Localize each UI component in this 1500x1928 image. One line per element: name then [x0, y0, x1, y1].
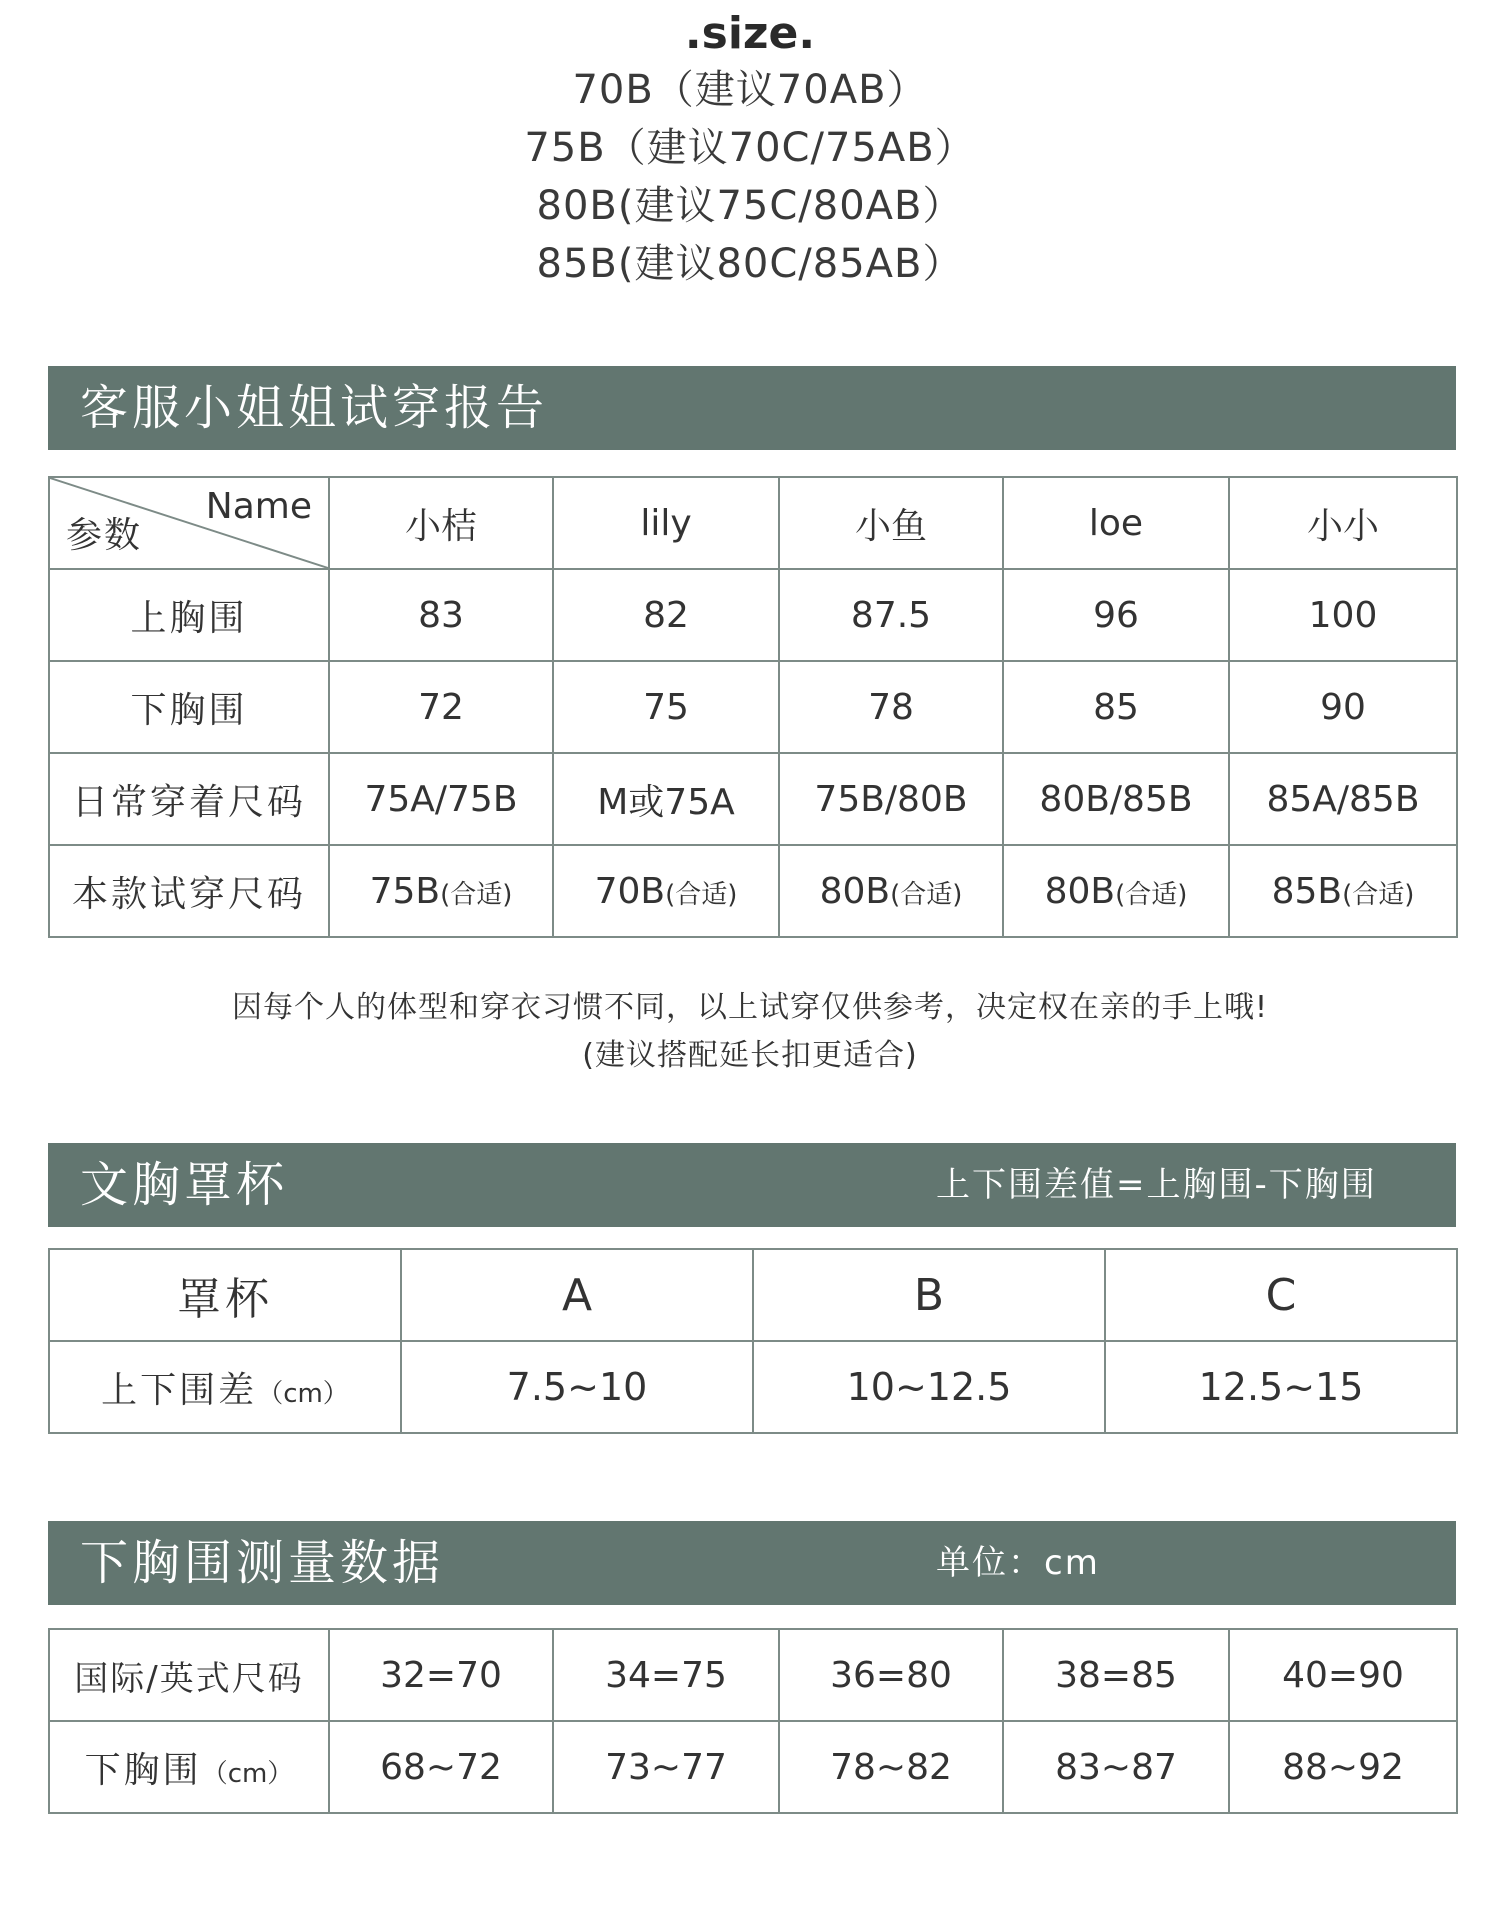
- fit-size: 80B: [819, 870, 891, 912]
- table-cell: 80B/85B: [1003, 753, 1229, 845]
- size-line-2: 75B（建议70C/75AB）: [524, 125, 976, 171]
- table-cell: [553, 845, 779, 937]
- table-row: [49, 569, 1457, 661]
- table-cell: [329, 845, 553, 937]
- tryon-table: [48, 476, 1458, 938]
- table-cell: 75: [553, 661, 779, 753]
- table-cell: 38=85: [1003, 1629, 1229, 1721]
- cup-header-title: 文胸罩杯: [80, 1157, 289, 1213]
- table-cell: 75A/75B: [329, 753, 553, 845]
- tryon-header-title: 客服小姐姐试穿报告: [80, 380, 549, 436]
- table-cell: 78~82: [779, 1721, 1003, 1813]
- diff-unit: （cm）: [257, 1378, 349, 1409]
- fit-note: (合适): [1342, 879, 1415, 910]
- underbust-header-note: 单位：cm: [936, 1543, 1100, 1583]
- underbust-header: [48, 1521, 1456, 1605]
- table-cell: 73~77: [553, 1721, 779, 1813]
- table-cell: 75B/80B: [779, 753, 1003, 845]
- table-cell: 85A/85B: [1229, 753, 1457, 845]
- corner-param-label: 参数: [66, 515, 143, 556]
- table-cell: 32=70: [329, 1629, 553, 1721]
- table-row: [49, 661, 1457, 753]
- fit-size: 70B: [594, 870, 666, 912]
- table-cell: M或75A: [553, 753, 779, 845]
- person-name: 小桔: [329, 477, 553, 569]
- table-cell: [1003, 845, 1229, 937]
- person-name: loe: [1003, 477, 1229, 569]
- cup-header-note: 上下围差值=上胸围-下胸围: [936, 1165, 1377, 1205]
- table-cell: 10~12.5: [753, 1341, 1105, 1433]
- diff-label-cell: [49, 1341, 401, 1433]
- table-cell: 34=75: [553, 1629, 779, 1721]
- fit-size: 80B: [1044, 870, 1116, 912]
- corner-name-label: Name: [205, 486, 312, 527]
- cup-table: [48, 1248, 1458, 1434]
- table-cell: 96: [1003, 569, 1229, 661]
- tryon-header: [48, 366, 1456, 450]
- fit-note: (合适): [890, 879, 963, 910]
- row-label: 国际/英式尺码: [49, 1629, 329, 1721]
- fit-note: (合适): [1115, 879, 1188, 910]
- underbust-header-title: 下胸围测量数据: [80, 1535, 445, 1591]
- size-line-4: 85B(建议80C/85AB）: [536, 241, 964, 287]
- table-cell: 68~72: [329, 1721, 553, 1813]
- table-row: [49, 1249, 1457, 1341]
- row-label: 本款试穿尺码: [49, 845, 329, 937]
- table-cell: [779, 845, 1003, 937]
- table-cell: [1229, 845, 1457, 937]
- table-cell: 87.5: [779, 569, 1003, 661]
- disclaimer-line-1: 因每个人的体型和穿衣习惯不同，以上试穿仅供参考，决定权在亲的手上哦!: [231, 990, 1269, 1025]
- fit-note: (合适): [440, 879, 513, 910]
- size-line-3: 80B(建议75C/80AB）: [536, 183, 964, 229]
- size-line-1: 70B（建议70AB）: [572, 67, 928, 113]
- table-cell: 12.5~15: [1105, 1341, 1457, 1433]
- fit-note: (合适): [665, 879, 738, 910]
- table-cell: 78: [779, 661, 1003, 753]
- fit-size: 85B: [1271, 870, 1343, 912]
- cup-letter: C: [1105, 1249, 1457, 1341]
- corner-cell: [49, 477, 329, 569]
- table-cell: 83: [329, 569, 553, 661]
- diff-label: 上下围差: [101, 1369, 258, 1411]
- table-cell: 88~92: [1229, 1721, 1457, 1813]
- disclaimer-line-2: (建议搭配延长扣更适合): [582, 1038, 918, 1073]
- table-cell: 83~87: [1003, 1721, 1229, 1813]
- person-name: 小小: [1229, 477, 1457, 569]
- row-label: 下胸围: [84, 1749, 202, 1791]
- person-name: lily: [553, 477, 779, 569]
- table-row: [49, 1629, 1457, 1721]
- row-label: 下胸围: [49, 661, 329, 753]
- underbust-table: [48, 1628, 1458, 1814]
- table-cell: 85: [1003, 661, 1229, 753]
- table-row: [49, 845, 1457, 937]
- table-cell: 7.5~10: [401, 1341, 753, 1433]
- cup-header: [48, 1143, 1456, 1227]
- table-row: [49, 1721, 1457, 1813]
- fit-size: 75B: [369, 870, 441, 912]
- cup-letter: B: [753, 1249, 1105, 1341]
- row-label: 日常穿着尺码: [49, 753, 329, 845]
- row-unit: （cm）: [201, 1758, 294, 1789]
- table-cell: 72: [329, 661, 553, 753]
- table-cell: 82: [553, 569, 779, 661]
- row-label: 上胸围: [49, 569, 329, 661]
- cup-col-label: 罩杯: [49, 1249, 401, 1341]
- cup-letter: A: [401, 1249, 753, 1341]
- person-name: 小鱼: [779, 477, 1003, 569]
- table-cell: 100: [1229, 569, 1457, 661]
- table-cell: 40=90: [1229, 1629, 1457, 1721]
- table-cell: 90: [1229, 661, 1457, 753]
- row-label-cell: [49, 1721, 329, 1813]
- table-row: [49, 753, 1457, 845]
- table-cell: 36=80: [779, 1629, 1003, 1721]
- table-row: [49, 1341, 1457, 1433]
- tryon-header-row: [49, 477, 1457, 569]
- size-title: .size.: [684, 8, 816, 59]
